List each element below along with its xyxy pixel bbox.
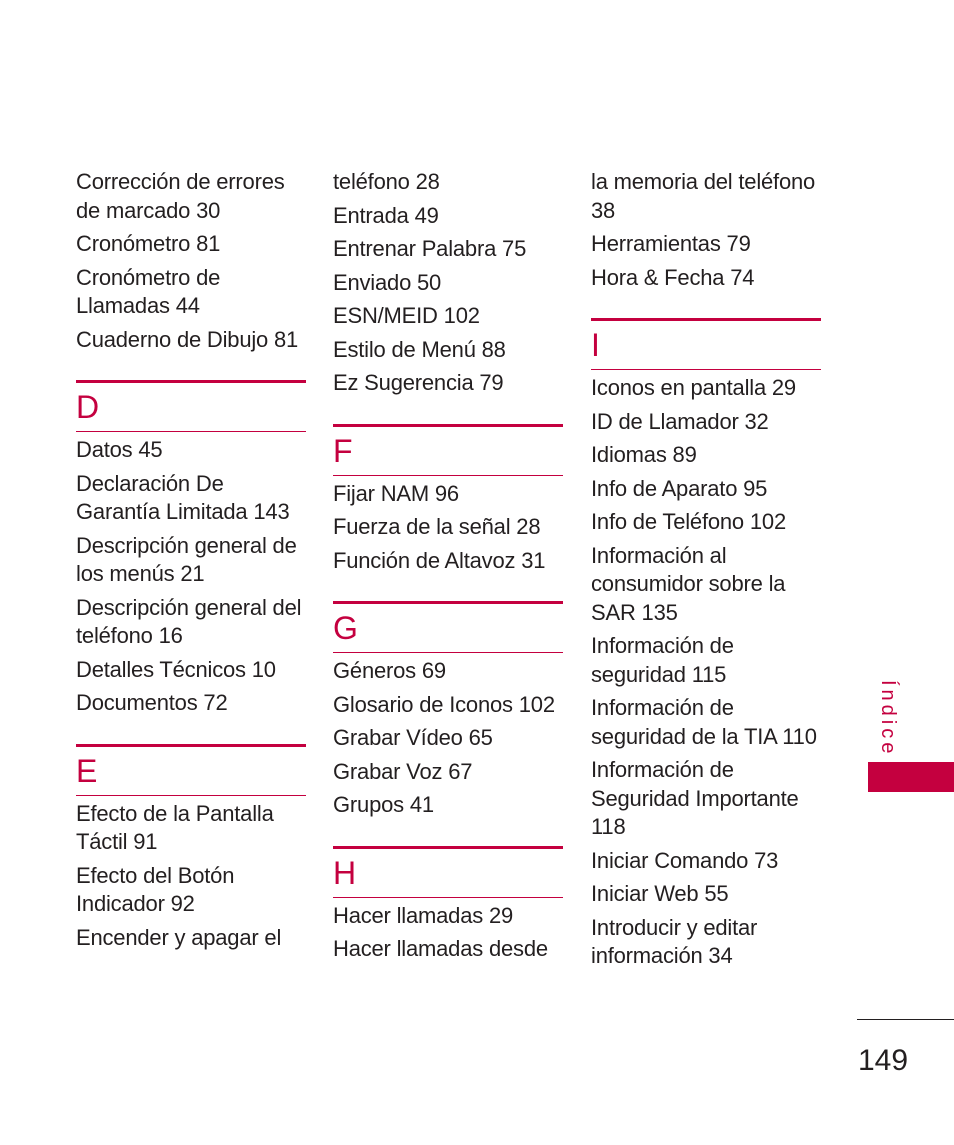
section-letter: E <box>76 752 98 789</box>
index-column-2 <box>333 168 563 969</box>
section-side-label: Índice <box>877 680 899 758</box>
index-section-continued <box>333 168 563 398</box>
index-entry: Hacer llamadas 29 <box>333 902 514 928</box>
index-entry: Grabar Vídeo 65 <box>333 725 493 750</box>
index-entry: ID de Llamador 32 <box>591 408 769 434</box>
index-entry: Encender y apagar el <box>76 924 282 950</box>
index-section-continued <box>76 168 306 354</box>
section-heading <box>333 601 563 653</box>
index-entry: Descripción general del teléfono 16 <box>76 594 302 648</box>
section-letter: D <box>76 389 100 425</box>
index-section-g <box>333 601 563 820</box>
index-entry: Idiomas 89 <box>591 442 697 467</box>
index-entry: Enviado 50 <box>333 269 442 295</box>
index-entry: Información de Seguridad Importante 118 <box>591 757 799 839</box>
index-entry: Cuaderno de Dibujo 81 <box>76 326 299 352</box>
section-heading <box>76 744 306 796</box>
index-entry: teléfono 28 <box>333 169 440 194</box>
section-heading <box>591 318 821 370</box>
index-entry: Hora & Fecha 74 <box>591 264 755 290</box>
index-section-h <box>333 846 563 964</box>
index-entry: Información de seguridad 115 <box>591 633 734 687</box>
section-letter: H <box>333 854 357 891</box>
index-entry: Información al consumidor sobre la SAR 135 <box>591 542 786 625</box>
index-entry: Cronómetro de Llamadas 44 <box>76 264 221 318</box>
index-column-1 <box>76 168 306 957</box>
index-entry: Grupos 41 <box>333 792 434 817</box>
page-number-rule <box>857 1019 954 1020</box>
index-section-e <box>76 744 306 953</box>
index-entry: Glosario de Iconos 102 <box>333 691 555 717</box>
index-entry: Entrada 49 <box>333 202 439 228</box>
index-entry: Iniciar Web 55 <box>591 881 729 906</box>
index-entry: Info de Teléfono 102 <box>591 509 786 534</box>
index-entry: Efecto de la Pantalla Táctil 91 <box>76 800 274 854</box>
section-letter: F <box>333 432 353 469</box>
index-entry: Introducir y editar información 34 <box>591 914 758 968</box>
index-entry: Ez Sugerencia 79 <box>333 370 504 395</box>
index-entry: la memoria del teléfono 38 <box>591 169 816 223</box>
section-tab-marker <box>868 762 954 792</box>
section-heading <box>333 846 563 898</box>
index-entry: ESN/MEID 102 <box>333 303 480 328</box>
index-entry: Iniciar Comando 73 <box>591 847 779 873</box>
index-entry: Documentos 72 <box>76 690 228 715</box>
index-entry: Corrección de errores de marcado 30 <box>76 169 285 223</box>
section-heading <box>333 424 563 476</box>
index-entry: Datos 45 <box>76 437 163 462</box>
index-entry: Herramientas 79 <box>591 231 751 256</box>
index-entry: Declaración De Garantía Limitada 143 <box>76 470 290 524</box>
index-entry: Estilo de Menú 88 <box>333 336 506 362</box>
section-letter: I <box>591 327 600 363</box>
index-section-d <box>76 380 306 718</box>
index-entry: Fuerza de la señal 28 <box>333 514 541 539</box>
index-entry: Fijar NAM 96 <box>333 480 459 506</box>
page-number: 149 <box>858 1044 909 1077</box>
index-entry: Grabar Voz 67 <box>333 758 473 784</box>
index-entry: Entrenar Palabra 75 <box>333 236 527 261</box>
index-entry: Efecto del Botón Indicador 92 <box>76 862 235 916</box>
index-section-i <box>591 318 821 971</box>
section-heading <box>76 380 306 432</box>
index-entry: Iconos en pantalla 29 <box>591 375 796 400</box>
index-column-3 <box>591 168 821 976</box>
section-letter: G <box>333 610 358 646</box>
index-entry: Información de seguridad de la TIA 110 <box>591 695 817 749</box>
index-section-continued <box>591 168 821 292</box>
index-entry: Detalles Técnicos 10 <box>76 656 276 682</box>
index-section-f <box>333 424 563 576</box>
index-entry: Función de Altavoz 31 <box>333 547 546 573</box>
index-entry: Hacer llamadas desde <box>333 936 548 961</box>
index-entry: Cronómetro 81 <box>76 231 221 256</box>
index-entry: Info de Aparato 95 <box>591 475 768 501</box>
index-entry: Géneros 69 <box>333 658 446 683</box>
index-entry: Descripción general de los menús 21 <box>76 532 297 586</box>
